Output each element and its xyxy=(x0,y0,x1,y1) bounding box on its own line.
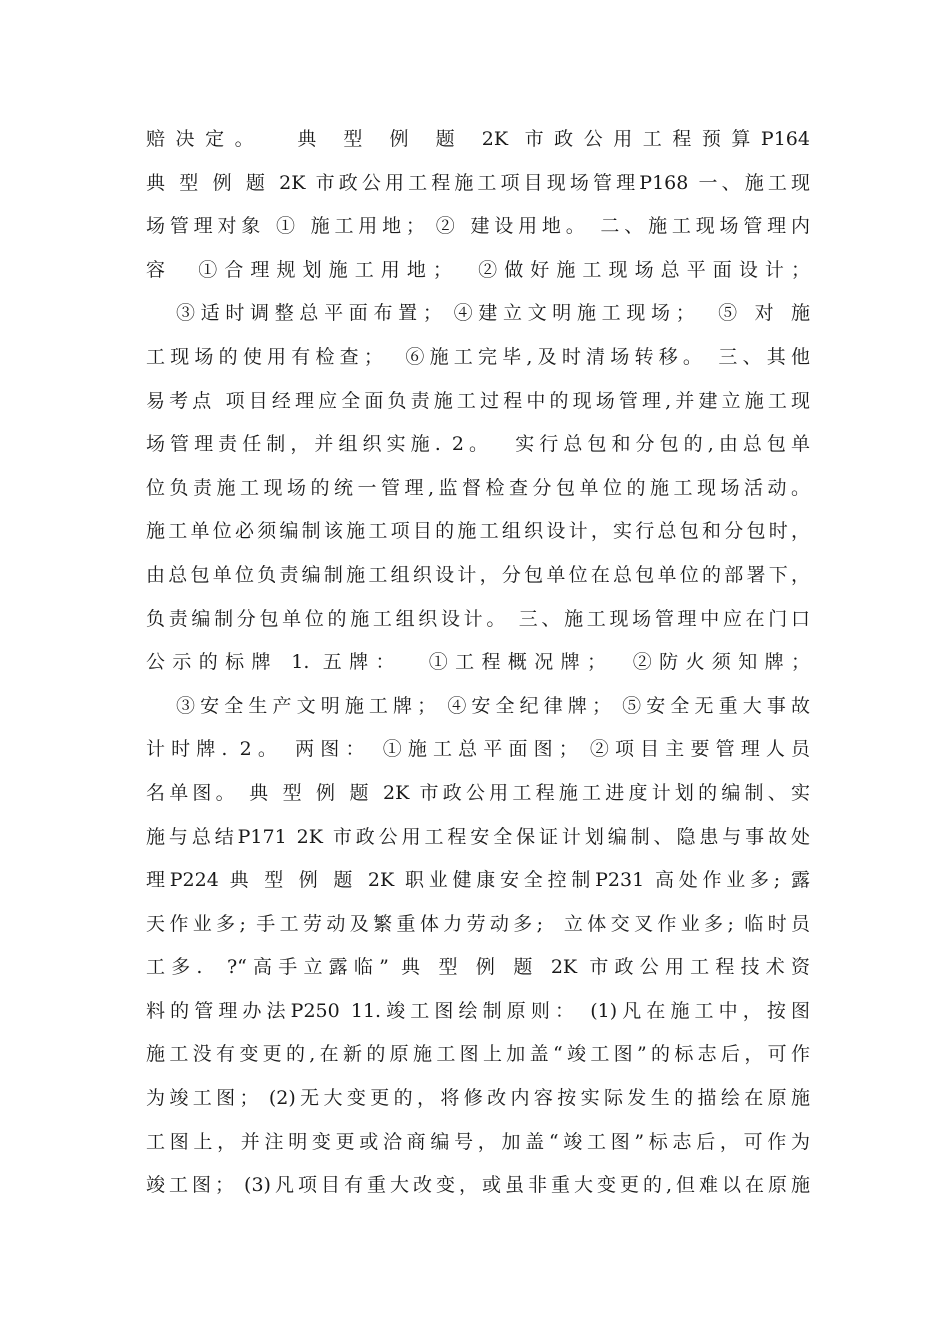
text-line: 由总包单位负责编制施工组织设计，分包单位在总包单位的部署下， xyxy=(146,563,810,586)
text-line: 名单图。 典 型 例 题 2K 市政公用工程施工进度计划的编制、实 xyxy=(146,781,810,804)
text-line: 工多. ?“高手立露临” 典 型 例 题 2K 市政公用工程技术资 xyxy=(146,956,810,979)
text-line: 工现场的使用有检查； ⑥施工完毕,及时清场转移。 三、其他 xyxy=(146,345,810,368)
text-line: 为竣工图； (2)无大变更的，将修改内容按实际发生的描绘在原施 xyxy=(146,1087,810,1110)
text-line: 负责编制分包单位的施工组织设计。 三、施工现场管理中应在门口 xyxy=(146,607,810,630)
text-line: 施工没有变更的,在新的原施工图上加盖“竣工图”的标志后，可作 xyxy=(146,1043,810,1066)
text-line: 场管理责任制，并组织实施. 2。 实行总包和分包的,由总包单 xyxy=(146,433,810,456)
text-line: 天作业多; 手工劳动及繁重体力劳动多; 立体交叉作业多; 临时员 xyxy=(146,912,810,935)
text-line: 竣工图； (3)凡项目有重大改变，或虽非重大变更的,但难以在原施 xyxy=(146,1174,810,1197)
text-line: 工图上，并注明变更或洽商编号，加盖“竣工图”标志后，可作为 xyxy=(146,1130,810,1153)
text-line: 场管理对象 ① 施工用地； ② 建设用地。 二、施工现场管理内 xyxy=(146,215,810,238)
text-line: ③适时调整总平面布置； ④建立文明施工现场； ⑤ 对 施 xyxy=(176,302,810,325)
text-line: 施与总结P171 2K 市政公用工程安全保证计划编制、隐患与事故处 xyxy=(146,825,810,848)
text-line: 施工单位必须编制该施工项目的施工组织设计，实行总包和分包时， xyxy=(146,520,810,543)
body-text xyxy=(146,118,810,1208)
text-line: 公示的标牌 1. 五牌： ①工程概况牌； ②防火须知牌； xyxy=(146,651,810,674)
text-line: 易考点 项目经理应全面负责施工过程中的现场管理,并建立施工现 xyxy=(146,389,810,412)
text-line: ③安全生产文明施工牌； ④安全纪律牌； ⑤安全无重大事故 xyxy=(176,694,810,717)
text-line: 容 ①合理规划施工用地； ②做好施工现场总平面设计； xyxy=(146,258,810,281)
text-line: 赔决定。 典 型 例 题 2K 市政公用工程预算P164 xyxy=(146,128,810,150)
text-line: 理P224 典 型 例 题 2K 职业健康安全控制P231 高处作业多; 露 xyxy=(146,869,810,892)
text-line: 典 型 例 题 2K 市政公用工程施工项目现场管理P168 一、施工现 xyxy=(146,171,810,194)
text-line: 计时牌. 2。 两图： ①施工总平面图； ②项目主要管理人员 xyxy=(146,738,810,761)
text-line: 位负责施工现场的统一管理,监督检查分包单位的施工现场活动。 xyxy=(146,476,810,499)
text-line: 料的管理办法P250 11.竣工图绘制原则： (1)凡在施工中，按图 xyxy=(146,999,810,1022)
